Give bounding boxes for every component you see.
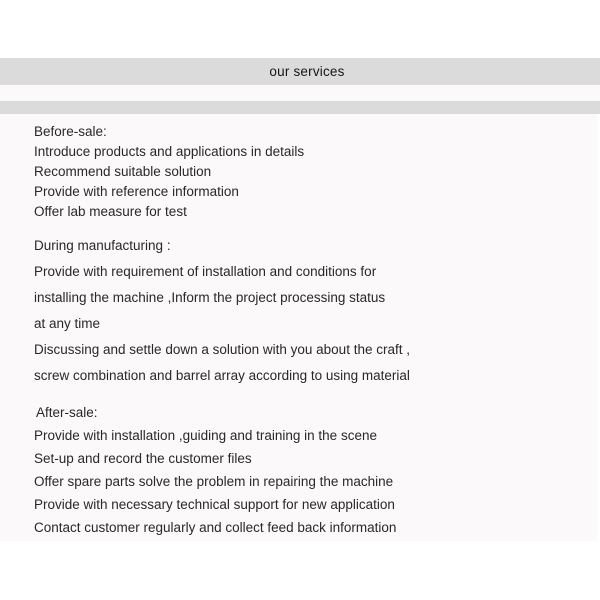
service-line: at any time xyxy=(34,316,101,331)
service-line: Offer spare parts solve the problem in repairing the machine xyxy=(34,474,394,489)
service-line: Set-up and record the customer files xyxy=(34,451,252,466)
service-line: Provide with requirement of installation and conditions for xyxy=(34,264,377,279)
section-before-sale xyxy=(34,122,567,222)
service-line: Discussing and settle down a solution with you about the craft , xyxy=(34,342,410,357)
section-heading: Before-sale: xyxy=(34,124,107,139)
service-line: Offer lab measure for test xyxy=(34,204,187,219)
service-line: Provide with installation ,guiding and training in the scene xyxy=(34,428,377,443)
service-line: Contact customer regularly and collect feed back information xyxy=(34,520,397,535)
section-during-manufacturing xyxy=(34,233,567,389)
divider-strip xyxy=(0,85,600,101)
services-title-bar xyxy=(0,58,600,85)
service-line: Recommend suitable solution xyxy=(34,164,212,179)
page-title: our services xyxy=(269,64,345,79)
service-line: installing the machine ,Inform the project processing status xyxy=(34,290,386,305)
service-line: Provide with necessary technical support for new application xyxy=(34,497,395,512)
section-heading: During manufacturing : xyxy=(34,238,171,253)
service-line: Introduce products and applications in details xyxy=(34,144,305,159)
service-line: Provide with reference information xyxy=(34,184,239,199)
section-heading: After-sale: xyxy=(36,405,98,420)
section-after-sale xyxy=(34,401,567,539)
services-content-panel xyxy=(0,114,597,541)
service-line: screw combination and barrel array according to using material xyxy=(34,368,410,383)
secondary-bar xyxy=(0,101,600,114)
